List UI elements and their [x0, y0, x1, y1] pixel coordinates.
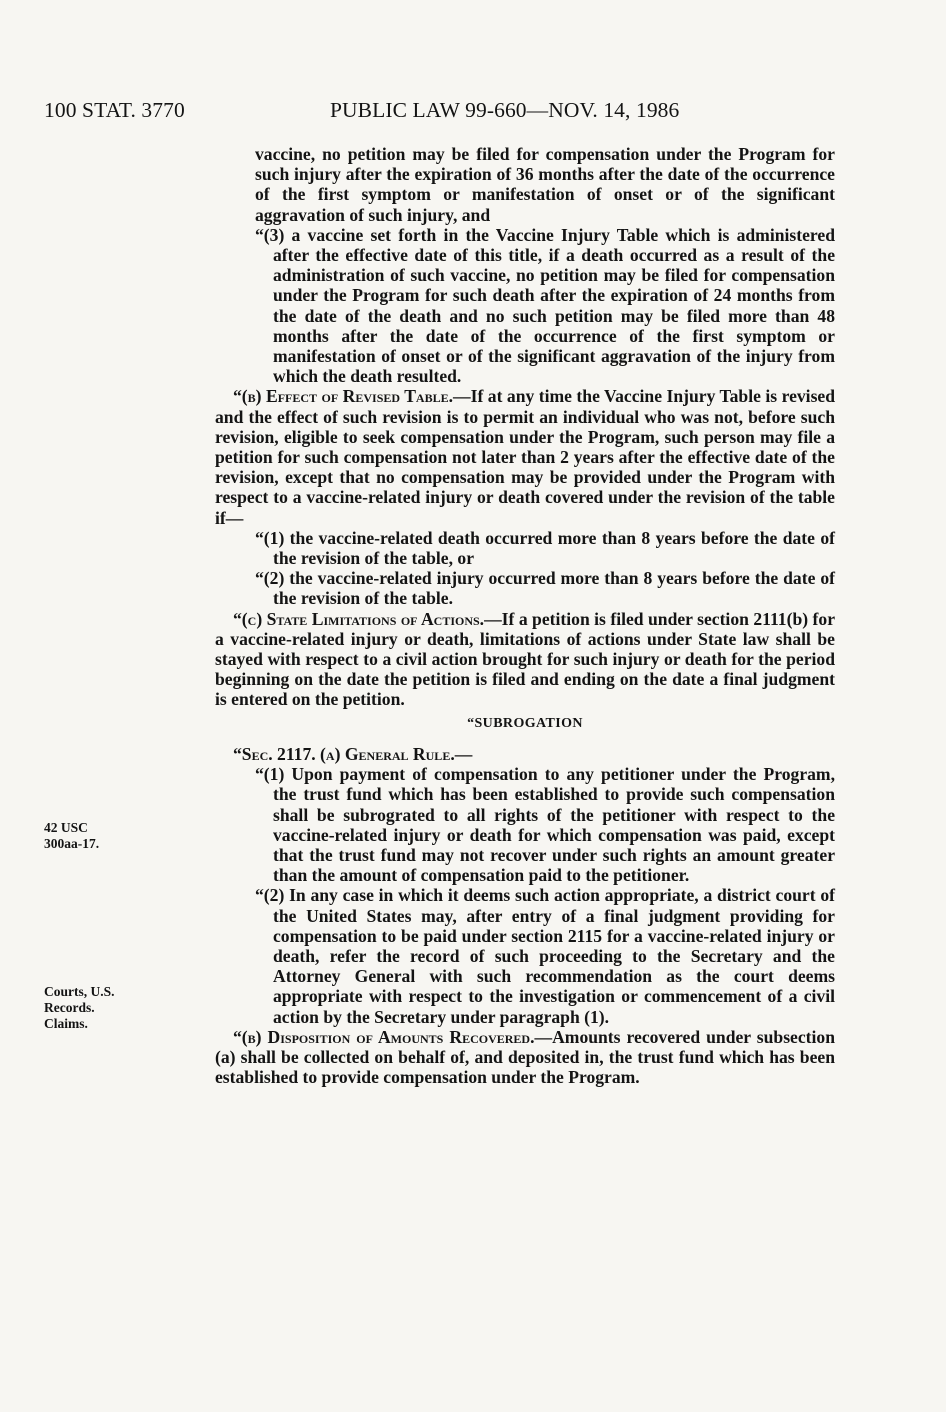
margin-note-line: Courts, U.S. [44, 984, 115, 999]
paragraph-continued: vaccine, no petition may be filed for compensation under the Program for such injury after the expiration of 36 months after the date of the occurrence of the first symptom or manifestation of onset or of the significant aggravation of such injury, and [255, 144, 835, 225]
paragraph-a2: “(2) In any case in which it deems such action appropriate, a district court of the United States may, after entry of a final judgment providing for compensation to be paid under section 2115 for a vaccine-related injury or death, refer the record of such proceeding to the Secretary and the Attorney General with such recommendation as the court deems appropriate with respect to the investigation or commencement of a civil action by the Secretary under paragraph (1). [255, 885, 835, 1027]
body-text [215, 144, 835, 1087]
margin-note-line: Claims. [44, 1016, 88, 1031]
paragraph-3: “(3) a vaccine set forth in the Vaccine Injury Table which is administered after the effective date of this title, if a death occurred as a result of the administration of such vaccine, no petition may be filed for compensation under the Program for such death after the expiration of 24 months from the date of the death and no such petition may be filed more than 48 months after the date of the occurrence of the first symptom or manifestation of onset or of the significant aggravation of the injury from which the death resulted. [255, 224, 835, 387]
subsection-c [215, 609, 835, 710]
margin-note-line: Records. [44, 1000, 95, 1015]
section-2117-label: “Sec. 2117. (a) General Rule. [233, 743, 455, 764]
section-2117-heading [215, 744, 835, 764]
paragraph-b1: “(1) the vaccine-related death occurred more than 8 years before the date of the revision of the table, or [255, 527, 835, 569]
paragraph-a1: “(1) Upon payment of compensation to any petitioner under the Program, the trust fund which has been established to provide such compensation shall be subrograted to all rights of the petitioner with respect to the vaccine-related injury or death for which compensation was paid, except that the trust fund may not recover under such rights an amount greater than the amount of compensation paid to the petitioner. [255, 764, 835, 886]
subsection-b-disposition [215, 1027, 835, 1088]
subsection-c-text: —If a petition is filed under section 2111(b) for a vaccine-related injury or death, limitations of actions under State law shall be stayed with respect to a civil action brought for such injury or death for the period beginning on the date the petition is filed and ending on the date a final judgment is entered on the petition. [215, 608, 835, 710]
section-heading-subrogation: “SUBROGATION [467, 715, 583, 731]
margin-note-courts [44, 984, 115, 1032]
subsection-b-heading: “(b) Effect of Revised Table. [233, 386, 454, 407]
running-title: PUBLIC LAW 99-660—NOV. 14, 1986 [330, 98, 680, 122]
disposition-heading: “(b) Disposition of Amounts Recovered. [233, 1026, 535, 1047]
section-2117-dash: — [454, 743, 473, 764]
subsection-b-text: —If at any time the Vaccine Injury Table is revised and the effect of such revision is to permit an individual who was not, before such revision, eligible to seek compensation under the Program, such person may file a petition for such compensation not later than 2 years after the effective date of the revision, except that no compensation may be provided under the Program with respect to a vaccine-related injury or death covered under the revision of the table if— [215, 386, 836, 528]
margin-note-line: 300aa-17. [44, 836, 100, 851]
subsection-b [215, 386, 835, 527]
disposition-text: —Amounts recovered under subsection (a) shall be collected on behalf of, and deposited in, the trust fund which has been established to provide compensation under the Program. [215, 1026, 836, 1088]
margin-note-usc [44, 820, 99, 852]
paragraph-b2: “(2) the vaccine-related injury occurred more than 8 years before the date of the revision of the table. [255, 568, 835, 609]
subsection-c-heading: “(c) State Limitations of Actions. [233, 608, 485, 629]
margin-note-line: 42 USC [44, 820, 88, 835]
page-number: 100 STAT. 3770 [44, 98, 185, 122]
